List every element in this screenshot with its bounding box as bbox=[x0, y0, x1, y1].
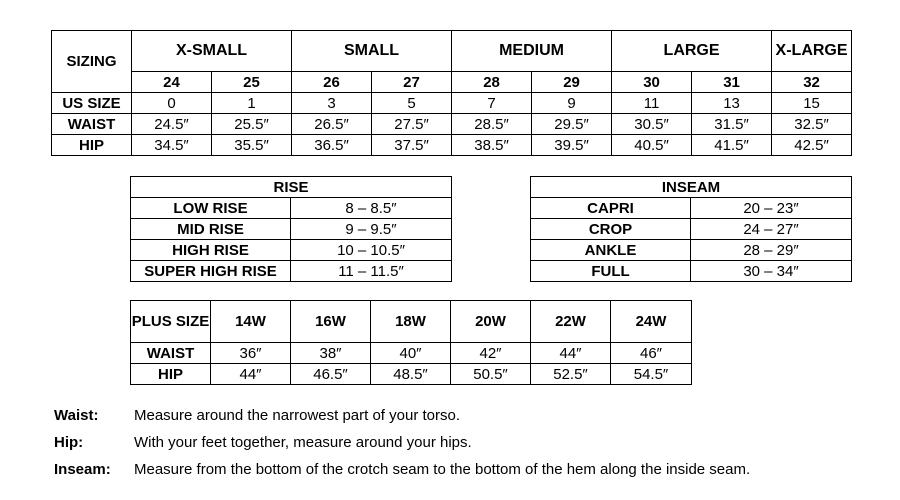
cell: 1 bbox=[212, 93, 292, 114]
inseam-table bbox=[530, 176, 852, 282]
note-text: Measure from the bottom of the crotch seam to the bottom of the hem along the inside seam. bbox=[134, 461, 751, 478]
cell: 15 bbox=[772, 93, 852, 114]
plus-size-number: 18W bbox=[371, 301, 451, 343]
cell: 11 bbox=[612, 93, 692, 114]
note-text: With your feet together, measure around your hips. bbox=[134, 434, 472, 451]
size-number: 31 bbox=[692, 72, 772, 93]
table-row bbox=[531, 240, 852, 261]
table-row bbox=[531, 261, 852, 282]
sizing-table bbox=[51, 30, 852, 156]
cell: 40″ bbox=[371, 343, 451, 364]
table-row bbox=[131, 198, 452, 219]
cell: 24 – 27″ bbox=[691, 219, 852, 240]
note-label: Waist: bbox=[54, 407, 99, 424]
row-label: LOW RISE bbox=[131, 198, 291, 219]
rise-title: RISE bbox=[131, 177, 452, 198]
cell: 38″ bbox=[291, 343, 371, 364]
plus-size-number: 16W bbox=[291, 301, 371, 343]
cell: 50.5″ bbox=[451, 364, 531, 385]
table-row bbox=[131, 240, 452, 261]
plus-size-table bbox=[130, 300, 692, 385]
row-label: SUPER HIGH RISE bbox=[131, 261, 291, 282]
cell: 36″ bbox=[211, 343, 291, 364]
cell: 48.5″ bbox=[371, 364, 451, 385]
cell: 44″ bbox=[531, 343, 611, 364]
size-group-xlarge: X-LARGE bbox=[772, 31, 852, 72]
cell: 25.5″ bbox=[212, 114, 292, 135]
plus-size-number: 22W bbox=[531, 301, 611, 343]
cell: 46.5″ bbox=[291, 364, 371, 385]
cell: 46″ bbox=[611, 343, 692, 364]
cell: 31.5″ bbox=[692, 114, 772, 135]
size-number: 28 bbox=[452, 72, 532, 93]
cell: 40.5″ bbox=[612, 135, 692, 156]
row-label: CROP bbox=[531, 219, 691, 240]
table-row bbox=[531, 198, 852, 219]
plus-size-number: 24W bbox=[611, 301, 692, 343]
row-label: MID RISE bbox=[131, 219, 291, 240]
row-label: HIP bbox=[52, 135, 132, 156]
note-text: Measure around the narrowest part of your torso. bbox=[134, 407, 461, 424]
cell: 26.5″ bbox=[292, 114, 372, 135]
cell: 7 bbox=[452, 93, 532, 114]
table-row bbox=[531, 219, 852, 240]
row-label: HIGH RISE bbox=[131, 240, 291, 261]
cell: 8 – 8.5″ bbox=[291, 198, 452, 219]
cell: 38.5″ bbox=[452, 135, 532, 156]
cell: 42″ bbox=[451, 343, 531, 364]
cell: 44″ bbox=[211, 364, 291, 385]
cell: 11 – 11.5″ bbox=[291, 261, 452, 282]
row-label: HIP bbox=[131, 364, 211, 385]
size-number: 26 bbox=[292, 72, 372, 93]
cell: 27.5″ bbox=[372, 114, 452, 135]
cell: 42.5″ bbox=[772, 135, 852, 156]
cell: 0 bbox=[132, 93, 212, 114]
cell: 29.5″ bbox=[532, 114, 612, 135]
cell: 41.5″ bbox=[692, 135, 772, 156]
row-label: WAIST bbox=[52, 114, 132, 135]
plus-size-number: 14W bbox=[211, 301, 291, 343]
row-label: ANKLE bbox=[531, 240, 691, 261]
size-number: 24 bbox=[132, 72, 212, 93]
cell: 28 – 29″ bbox=[691, 240, 852, 261]
table-row-us-size bbox=[52, 93, 852, 114]
size-number: 25 bbox=[212, 72, 292, 93]
cell: 28.5″ bbox=[452, 114, 532, 135]
table-row bbox=[131, 261, 452, 282]
cell: 39.5″ bbox=[532, 135, 612, 156]
cell: 54.5″ bbox=[611, 364, 692, 385]
table-row-plus-waist bbox=[131, 343, 692, 364]
plus-size-header: PLUS SIZE bbox=[131, 301, 211, 343]
size-number: 30 bbox=[612, 72, 692, 93]
size-group-large: LARGE bbox=[612, 31, 772, 72]
table-row-hip bbox=[52, 135, 852, 156]
cell: 3 bbox=[292, 93, 372, 114]
size-number: 29 bbox=[532, 72, 612, 93]
row-label: FULL bbox=[531, 261, 691, 282]
size-group-medium: MEDIUM bbox=[452, 31, 612, 72]
note-label: Inseam: bbox=[54, 461, 111, 478]
cell: 20 – 23″ bbox=[691, 198, 852, 219]
row-label: US SIZE bbox=[52, 93, 132, 114]
cell: 9 bbox=[532, 93, 612, 114]
sizing-header: SIZING bbox=[52, 31, 132, 93]
cell: 52.5″ bbox=[531, 364, 611, 385]
cell: 35.5″ bbox=[212, 135, 292, 156]
size-group-xsmall: X-SMALL bbox=[132, 31, 292, 72]
cell: 32.5″ bbox=[772, 114, 852, 135]
cell: 37.5″ bbox=[372, 135, 452, 156]
cell: 5 bbox=[372, 93, 452, 114]
plus-size-number: 20W bbox=[451, 301, 531, 343]
cell: 30.5″ bbox=[612, 114, 692, 135]
row-label: CAPRI bbox=[531, 198, 691, 219]
cell: 9 – 9.5″ bbox=[291, 219, 452, 240]
cell: 10 – 10.5″ bbox=[291, 240, 452, 261]
cell: 30 – 34″ bbox=[691, 261, 852, 282]
table-row-waist bbox=[52, 114, 852, 135]
table-row-plus-hip bbox=[131, 364, 692, 385]
cell: 36.5″ bbox=[292, 135, 372, 156]
row-label: WAIST bbox=[131, 343, 211, 364]
cell: 13 bbox=[692, 93, 772, 114]
cell: 24.5″ bbox=[132, 114, 212, 135]
size-number: 32 bbox=[772, 72, 852, 93]
note-label: Hip: bbox=[54, 434, 84, 451]
table-row bbox=[131, 219, 452, 240]
rise-table bbox=[130, 176, 452, 282]
cell: 34.5″ bbox=[132, 135, 212, 156]
inseam-title: INSEAM bbox=[531, 177, 852, 198]
size-group-small: SMALL bbox=[292, 31, 452, 72]
size-number: 27 bbox=[372, 72, 452, 93]
